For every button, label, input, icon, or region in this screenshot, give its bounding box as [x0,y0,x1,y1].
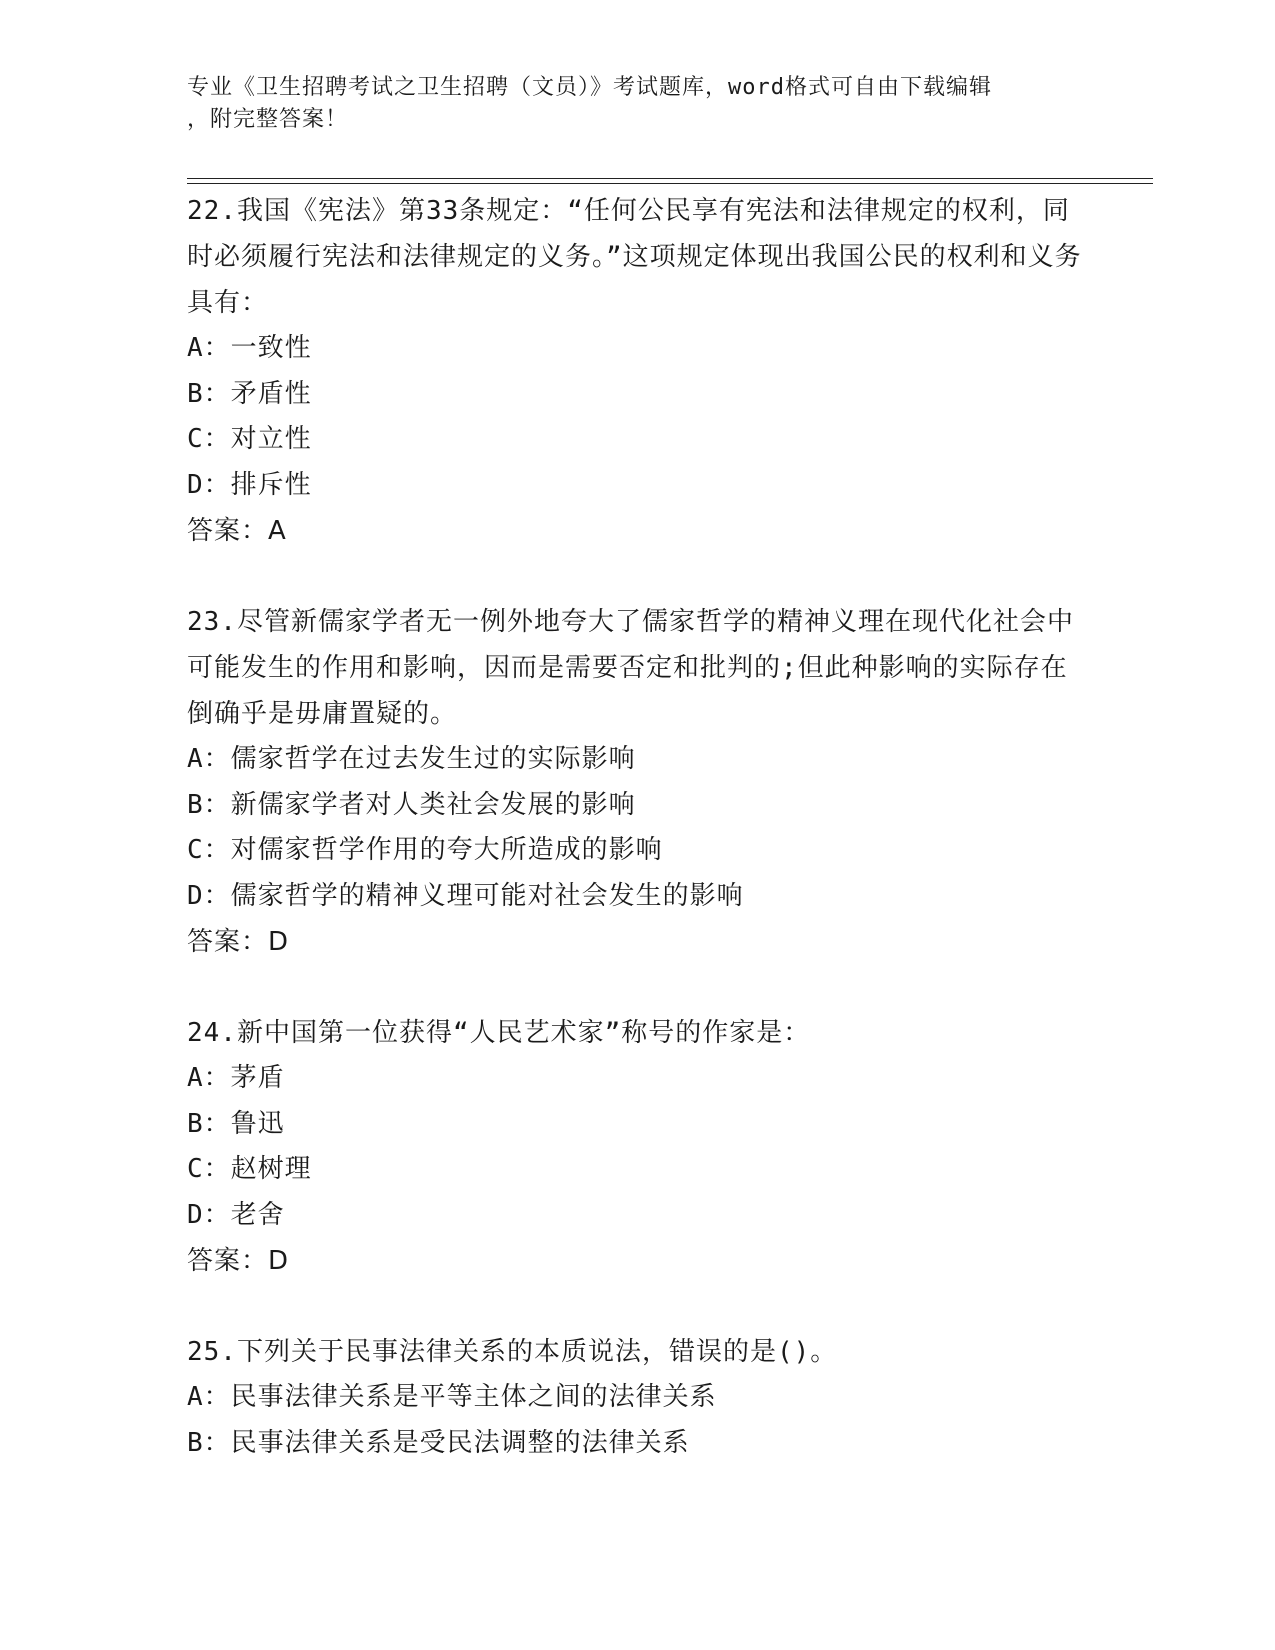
option-b: B：新儒家学者对人类社会发展的影响 [187,789,636,820]
document-header [187,72,1067,136]
question-23 [187,599,1087,965]
header-line-2: ，附完整答案！ [187,107,349,132]
spacer [187,965,1087,1010]
option-a: A：民事法律关系是平等主体之间的法律关系 [187,1382,717,1412]
option-d: D：排斥性 [187,469,312,500]
header-divider-bottom [187,183,1153,184]
option-b: B：矛盾性 [187,378,312,409]
option-d: D：老舍 [187,1199,285,1230]
question-24 [187,1010,1087,1284]
question-text: 25.下列关于民事法律关系的本质说法，错误的是()。 [187,1337,838,1367]
option-a: A：茅盾 [187,1063,285,1093]
question-25 [187,1329,1087,1466]
question-text: 22.我国《宪法》第33条规定：“任何公民享有宪法和法律规定的权利，同时必须履行宪法和法律规定的义务。”这项规定体现出我国公民的权利和义务具有： [187,196,1082,318]
option-b: B：民事法律关系是受民法调整的法律关系 [187,1427,690,1458]
option-b: B：鲁迅 [187,1108,285,1139]
option-c: C：对立性 [187,424,312,454]
answer: 答案：D [187,1246,290,1276]
question-text: 24.新中国第一位获得“人民艺术家”称号的作家是： [187,1018,811,1048]
option-a: A：一致性 [187,333,312,363]
option-d: D：儒家哲学的精神义理可能对社会发生的影响 [187,880,744,911]
answer: 答案：D [187,927,290,957]
question-22 [187,188,1087,554]
answer: 答案：A [187,516,287,546]
option-c: C：赵树理 [187,1154,312,1184]
option-c: C：对儒家哲学作用的夸大所造成的影响 [187,835,663,865]
header-line-1: 专业《卫生招聘考试之卫生招聘（文员）》考试题库，word格式可自由下载编辑 [187,75,992,100]
spacer [187,554,1087,599]
question-text: 23.尽管新儒家学者无一例外地夸大了儒家哲学的精神义理在现代化社会中可能发生的作用和影响，因而是需要否定和批判的;但此种影响的实际存在倒确乎是毋庸置疑的。 [187,607,1074,729]
header-divider-top [187,178,1153,179]
question-list [187,188,1087,1466]
spacer [187,1284,1087,1329]
option-a: A：儒家哲学在过去发生过的实际影响 [187,744,636,774]
